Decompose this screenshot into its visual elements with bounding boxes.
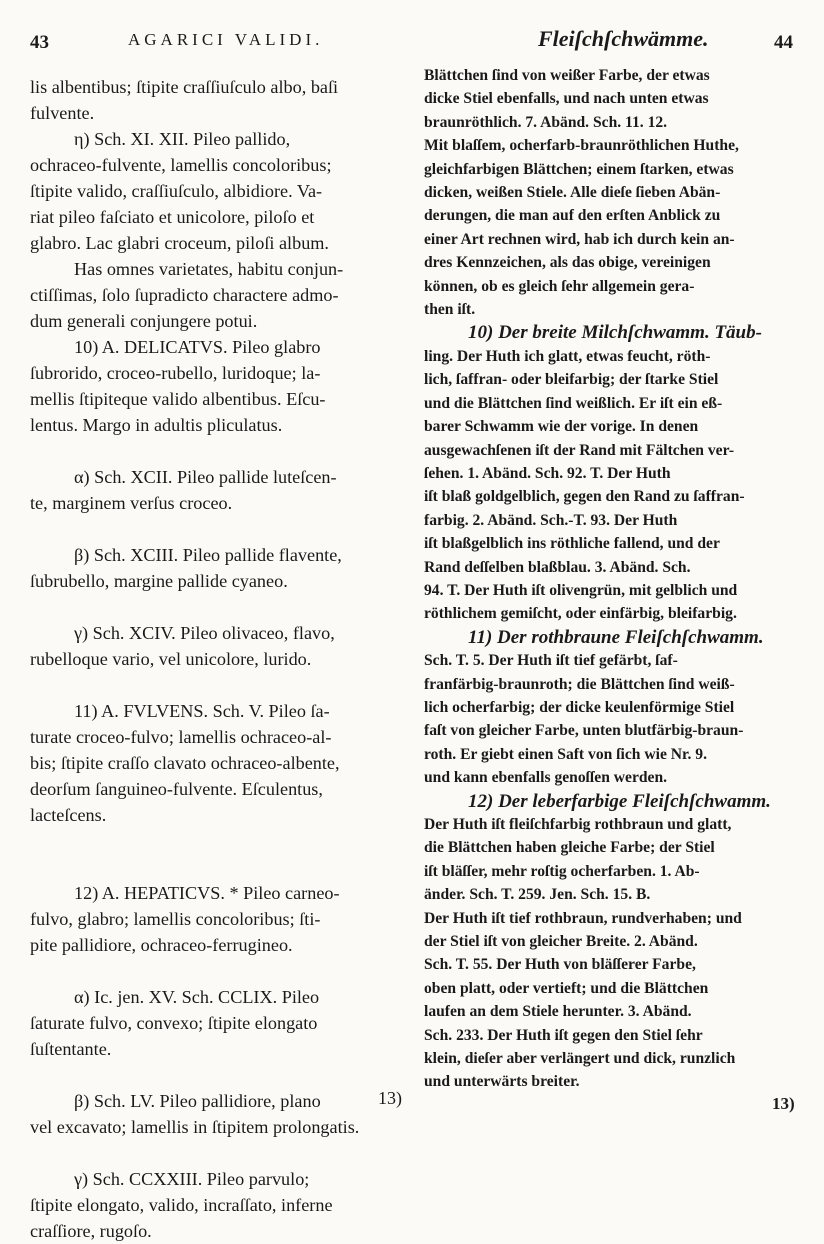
text-line: lis albentibus; ſtipite craſſiuſculo albo, baſi — [30, 77, 339, 97]
text-line: then iſt. — [424, 301, 476, 319]
blank-line — [30, 594, 404, 620]
text-line: ſtipite valido, craſſiuſculo, albidiore. Va- — [30, 181, 323, 201]
text-line: vel excavato; lamellis in ſtipitem prolongatis. — [30, 1117, 360, 1137]
text-line: iſt blaß goldgelblich, gegen den Rand zu ſaffran- — [424, 488, 745, 506]
text-line: α) Sch. XCII. Pileo pallide luteſcen- — [74, 467, 337, 487]
text-line: ſubrorido, croceo-rubello, luridoque; la- — [30, 363, 321, 383]
text-line: γ) Sch. CCXXIII. Pileo parvulo; — [74, 1169, 310, 1189]
text-line: 12) A. HEPATICVS. * Pileo carneo- — [74, 883, 340, 903]
text-line: 94. T. Der Huth iſt olivengrün, mit gelblich und — [424, 581, 738, 599]
text-line: lich, ſaffran- oder bleifarbig; der ſtarke Stiel — [424, 371, 719, 389]
text-line: dicken, weißen Stiele. Alle dieſe ſieben Abän- — [424, 184, 721, 202]
text-line: roth. Er giebt einen Saft von ſich wie Nr. 9. — [424, 745, 708, 763]
text-line: laufen an dem Stiele herunter. 3. Abänd. — [424, 1003, 692, 1021]
text-line: 12) Der leberfarbige Fleiſchſchwamm. — [468, 790, 771, 812]
text-line: glabro. Lac glabri croceum, piloſi album. — [30, 233, 329, 253]
text-line: faſt von gleicher Farbe, unten blutfärbig-braun- — [424, 722, 744, 740]
text-line: die Blättchen haben gleiche Farbe; der Stiel — [424, 839, 715, 857]
text-line: Has omnes varietates, habitu conjun- — [74, 259, 344, 279]
text-line: γ) Sch. XCIV. Pileo olivaceo, flavo, — [74, 623, 335, 643]
text-line: Sch. 233. Der Huth iſt gegen den Stiel ſehr — [424, 1026, 703, 1044]
text-line: ſubrubello, margine pallide cyaneo. — [30, 571, 288, 591]
right-running-head: Fleiſchſchwämme. — [538, 26, 709, 51]
text-line: pite pallidiore, ochraceo-ferrugineo. — [30, 935, 293, 955]
text-line: Mit blaſſem, ocherfarb-braunröthlichen Huthe, — [424, 137, 739, 155]
text-line: 11) A. FVLVENS. Sch. V. Pileo ſa- — [74, 701, 330, 721]
text-line: fulvente. — [30, 103, 95, 123]
text-line: klein, dieſer aber verlängert und dick, runzlich — [424, 1050, 736, 1068]
blank-line — [30, 1140, 404, 1166]
text-line: bis; ſtipite craſſo clavato ochraceo-albente, — [30, 753, 340, 773]
text-line: 11) Der rothbraune Fleiſchſchwamm. — [468, 626, 764, 648]
text-line: und die Blättchen ſind weißlich. Er iſt ein eß- — [424, 394, 723, 412]
left-page — [0, 0, 412, 1241]
text-line: Sch. T. 55. Der Huth von bläſſerer Farbe, — [424, 956, 696, 974]
right-page — [412, 0, 824, 1200]
right-page-text — [424, 64, 812, 1094]
text-line: und kann ebenfalls genoſſen werden. — [424, 769, 668, 787]
text-line: Blättchen ſind von weißer Farbe, der etwas — [424, 67, 710, 84]
text-line: einer Art rechnen wird, hab ich durch kein an- — [424, 230, 735, 248]
text-line: η) Sch. XI. XII. Pileo pallido, — [74, 129, 291, 149]
text-line: ochraceo-fulvente, lamellis concoloribus; — [30, 155, 332, 175]
text-line: oben platt, oder vertieft; und die Blättchen — [424, 979, 709, 997]
text-line: iſt bläſſer, mehr roſtig ocherfarben. 1. Ab- — [424, 862, 700, 880]
text-line: Der Huth iſt tief rothbraun, rundverhaben; und — [424, 909, 742, 927]
text-line: derungen, die man auf den erſten Anblick zu — [424, 207, 721, 225]
text-line: franfärbig-braunroth; die Blättchen ſind weiß- — [424, 675, 735, 693]
text-line: ſuſtentante. — [30, 1039, 112, 1059]
text-line: farbig. 2. Abänd. Sch.-T. 93. Der Huth — [424, 511, 678, 529]
text-line: ſtipite elongato, valido, incraſſato, inferne — [30, 1195, 333, 1215]
text-line: riat pileo faſciato et unicolore, piloſo et — [30, 207, 315, 227]
text-line: und unterwärts breiter. — [424, 1073, 580, 1091]
text-line: craſſiore, rugoſo. — [30, 1221, 152, 1241]
text-line: gleichfarbigen Blättchen; einem ſtarken, etwas — [424, 160, 734, 178]
text-line: fulvo, glabro; lamellis concoloribus; ſti- — [30, 909, 321, 929]
blank-line — [30, 958, 404, 984]
text-line: braunröthlich. 7. Abänd. Sch. 11. 12. — [424, 113, 668, 131]
text-line: dres Kennzeichen, als das obige, vereinigen — [424, 254, 711, 272]
text-line: deorſum ſanguineo-fulvente. Eſculentus, — [30, 779, 323, 799]
text-line: barer Schwamm wie der vorige. In denen — [424, 418, 699, 436]
text-line: lich ocherfarbig; der dicke keulenförmige Stiel — [424, 698, 735, 716]
left-page-number: 43 — [30, 32, 49, 53]
text-line: Sch. T. 5. Der Huth iſt tief gefärbt, ſaf- — [424, 652, 678, 670]
left-page-text — [30, 74, 404, 1244]
text-line: lentus. Margo in adultis pliculatus. — [30, 415, 283, 435]
text-line: α) Ic. jen. XV. Sch. CCLIX. Pileo — [74, 987, 320, 1007]
text-line: Der Huth iſt fleiſchfarbig rothbraun und glatt, — [424, 816, 732, 833]
right-catchword: 13) — [772, 1094, 795, 1113]
left-running-head: AGARICI VALIDI. — [128, 30, 324, 49]
text-line: der Stiel iſt von gleicher Breite. 2. Abänd. — [424, 933, 698, 951]
text-line: lacteſcens. — [30, 805, 107, 825]
text-line: iſt blaßgelblich ins röthliche fallend, und der — [424, 535, 720, 553]
text-line: ſehen. 1. Abänd. Sch. 92. T. Der Huth — [424, 464, 671, 482]
text-line: te, marginem verſus croceo. — [30, 493, 233, 513]
text-line: dum generali conjungere potui. — [30, 311, 258, 331]
text-line: Rand deſſelben blaßblau. 3. Abänd. Sch. — [424, 558, 691, 576]
left-catchword: 13) — [378, 1088, 402, 1108]
text-line: ſaturate fulvo, convexo; ſtipite elongato — [30, 1013, 318, 1033]
blank-line — [30, 828, 404, 854]
blank-line — [30, 854, 404, 880]
blank-line — [30, 1062, 404, 1088]
blank-line — [30, 438, 404, 464]
text-line: mellis ſtipiteque valido albentibus. Eſcu- — [30, 389, 326, 409]
blank-line — [30, 516, 404, 542]
text-line: änder. Sch. T. 259. Jen. Sch. 15. B. — [424, 886, 651, 904]
text-line: β) Sch. LV. Pileo pallidiore, plano — [74, 1091, 321, 1111]
blank-line — [30, 672, 404, 698]
text-line: β) Sch. XCIII. Pileo pallide flavente, — [74, 545, 342, 565]
text-line: können, ob es gleich ſehr allgemein gera- — [424, 277, 695, 295]
text-line: rubelloque vario, vel unicolore, lurido. — [30, 649, 312, 669]
text-line: röthlichem gemiſcht, oder einfärbig, bleifarbig. — [424, 605, 737, 623]
text-line: dicke Stiel ebenfalls, und nach unten etwas — [424, 90, 709, 108]
text-line: 10) A. DELICATVS. Pileo glabro — [74, 337, 321, 357]
text-line: ctiſſimas, ſolo ſupradicto charactere admo- — [30, 285, 339, 305]
right-page-number: 44 — [774, 32, 793, 53]
text-line: ling. Der Huth ich glatt, etwas feucht, röth- — [424, 347, 711, 365]
text-line: turate croceo-fulvo; lamellis ochraceo-al- — [30, 727, 332, 747]
text-line: 10) Der breite Milchſchwamm. Täub- — [468, 322, 762, 344]
text-line: ausgewachſenen iſt der Rand mit Fältchen ver- — [424, 441, 735, 459]
